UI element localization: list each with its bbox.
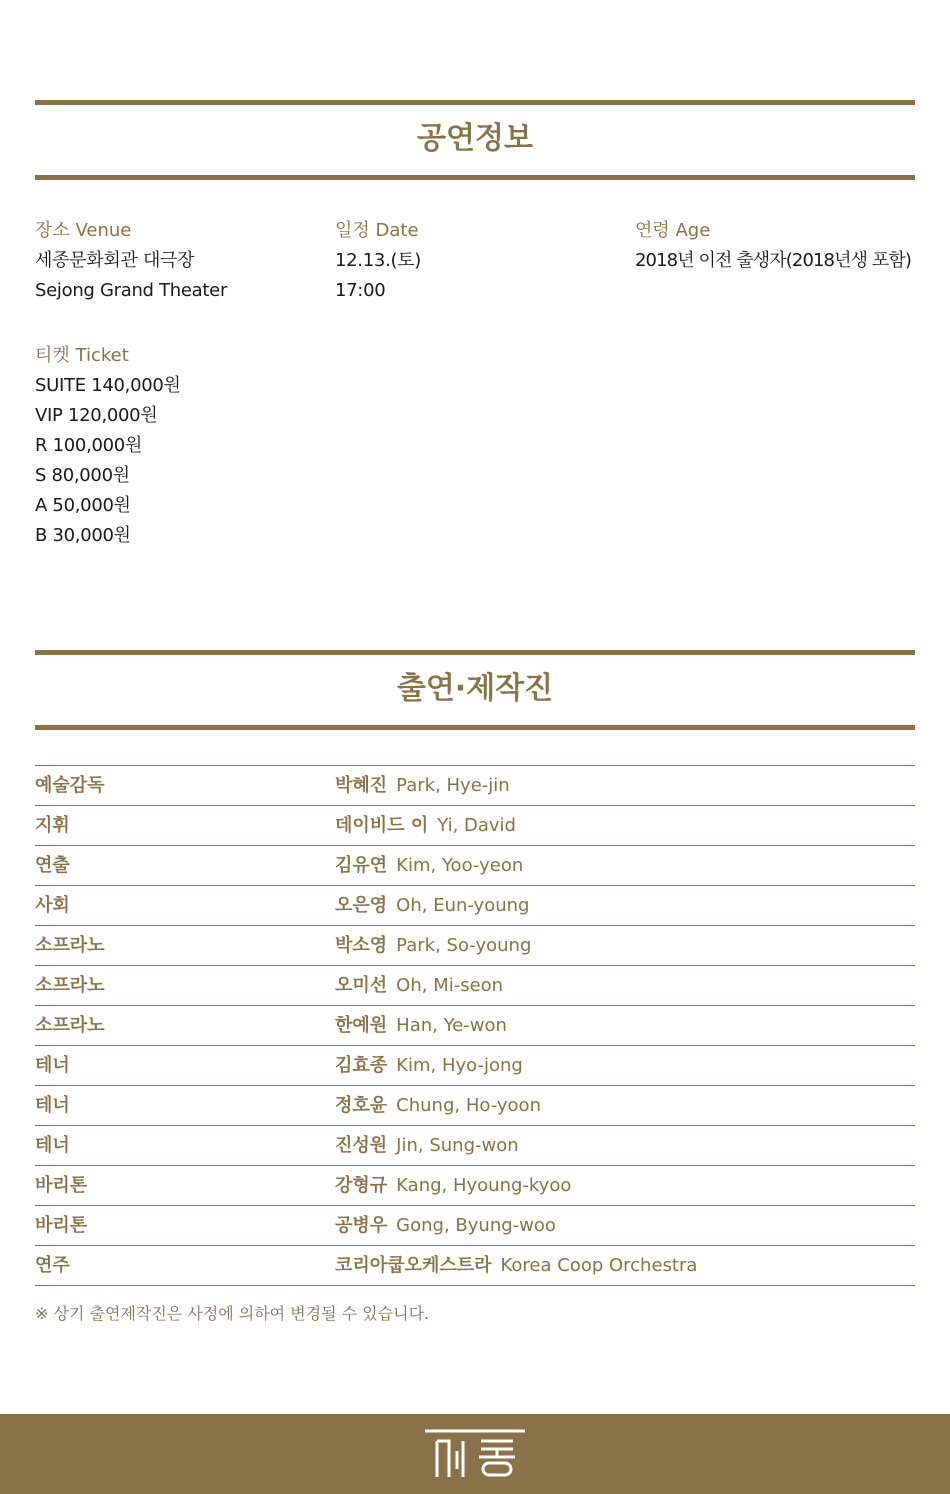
cast-role: 소프라노 [35,1015,105,1036]
performance-info-header [35,100,915,180]
cast-name-ko: 오미선 [335,975,388,996]
cast-name-ko: 한예원 [335,1015,388,1036]
date-block [335,216,635,306]
cast-name [335,1006,507,1046]
performance-info-body [35,216,915,546]
table-row [35,1166,915,1206]
cast-name [335,886,529,926]
cast-role: 예술감독 [35,775,105,796]
footer-bar [0,1414,950,1494]
table-row [35,886,915,926]
performance-info-title: 공연정보 [417,121,533,156]
venue-block [35,216,335,306]
cast-name [335,1246,697,1286]
cast-name-ko: 박소영 [335,935,388,956]
ticket-price: B 30,000원 [35,525,131,546]
cast-name-en: Park, So-young [396,935,532,956]
cast-name-ko: 정호윤 [335,1095,388,1116]
cast-name-ko: 공병우 [335,1215,388,1236]
cast-name-en: Chung, Ho-yoon [396,1095,541,1116]
header-bottom-rule [35,725,915,730]
cast-name-en: Kim, Yoo-yeon [396,855,524,876]
age-label: 연령 Age [635,220,711,241]
cast-name-ko: 코리아쿱오케스트라 [335,1255,492,1276]
cast-name-en: Oh, Mi-seon [396,975,504,996]
table-row [35,806,915,846]
header-bottom-rule [35,175,915,180]
cast-role: 테너 [35,1135,70,1156]
cast-name-en: Oh, Eun-young [396,895,530,916]
venue-line-en: Sejong Grand Theater [35,280,228,301]
cast-title: 출연·제작진 [396,671,554,706]
cast-role: 사회 [35,895,70,916]
ticket-price: S 80,000원 [35,465,130,486]
ticket-price: VIP 120,000원 [35,405,158,426]
cast-role: 지휘 [35,815,70,836]
cast-role: 연주 [35,1255,70,1276]
table-row [35,1206,915,1246]
cast-name [335,766,510,806]
table-row [35,966,915,1006]
cast-role: 바리톤 [35,1175,88,1196]
cast-name-en: Gong, Byung-woo [396,1215,556,1236]
cast-name [335,846,523,886]
date-value: 12.13.(토) [335,250,421,271]
ticket-price: SUITE 140,000원 [35,375,181,396]
cast-name-en: Kang, Hyoung-kyoo [396,1175,572,1196]
cast-role: 테너 [35,1055,70,1076]
cast-name-ko: 박혜진 [335,775,388,796]
cast-role: 소프라노 [35,975,105,996]
cast-role: 소프라노 [35,935,105,956]
cast-header [35,650,915,730]
age-block [635,216,925,276]
table-row [35,1086,915,1126]
cast-name [335,1046,523,1086]
cast-role: 테너 [35,1095,70,1116]
table-row [35,1246,915,1286]
cast-name [335,1166,571,1206]
cast-name-ko: 김유연 [335,855,388,876]
cast-table [35,765,915,1286]
table-row [35,1046,915,1086]
cast-role: 연출 [35,855,70,876]
cast-name [335,1126,519,1166]
cast-name [335,926,531,966]
cast-name-ko: 강형규 [335,1175,388,1196]
ticket-price: R 100,000원 [35,435,143,456]
sejong-logo-icon [425,1429,525,1481]
cast-name-en: Jin, Sung-won [396,1135,519,1156]
cast-name-en: Yi, David [437,815,516,836]
cast-name-ko: 오은영 [335,895,388,916]
cast-name-en: Kim, Hyo-jong [396,1055,523,1076]
table-row [35,1126,915,1166]
cast-role: 바리톤 [35,1215,88,1236]
table-row [35,766,915,806]
cast-name [335,1206,556,1246]
ticket-label: 티켓 Ticket [35,345,129,366]
cast-name-ko: 데이비드 이 [335,815,429,836]
table-row [35,1006,915,1046]
ticket-block [35,341,335,551]
cast-name-ko: 진성원 [335,1135,388,1156]
cast-name-en: Han, Ye-won [396,1015,507,1036]
date-label: 일정 Date [335,220,419,241]
age-value: 2018년 이전 출생자(2018년생 포함) [635,250,912,271]
table-row [35,846,915,886]
cast-change-note: ※ 상기 출연제작진은 사정에 의하여 변경될 수 있습니다. [35,1304,430,1323]
time-value: 17:00 [335,280,386,301]
cast-name [335,966,503,1006]
venue-line-ko: 세종문화회관 대극장 [35,250,195,271]
cast-name [335,806,516,846]
table-row [35,926,915,966]
ticket-price: A 50,000원 [35,495,131,516]
venue-label: 장소 Venue [35,220,132,241]
cast-name [335,1086,541,1126]
cast-name-en: Park, Hye-jin [396,775,510,796]
cast-name-en: Korea Coop Orchestra [500,1255,698,1276]
cast-name-ko: 김효종 [335,1055,388,1076]
